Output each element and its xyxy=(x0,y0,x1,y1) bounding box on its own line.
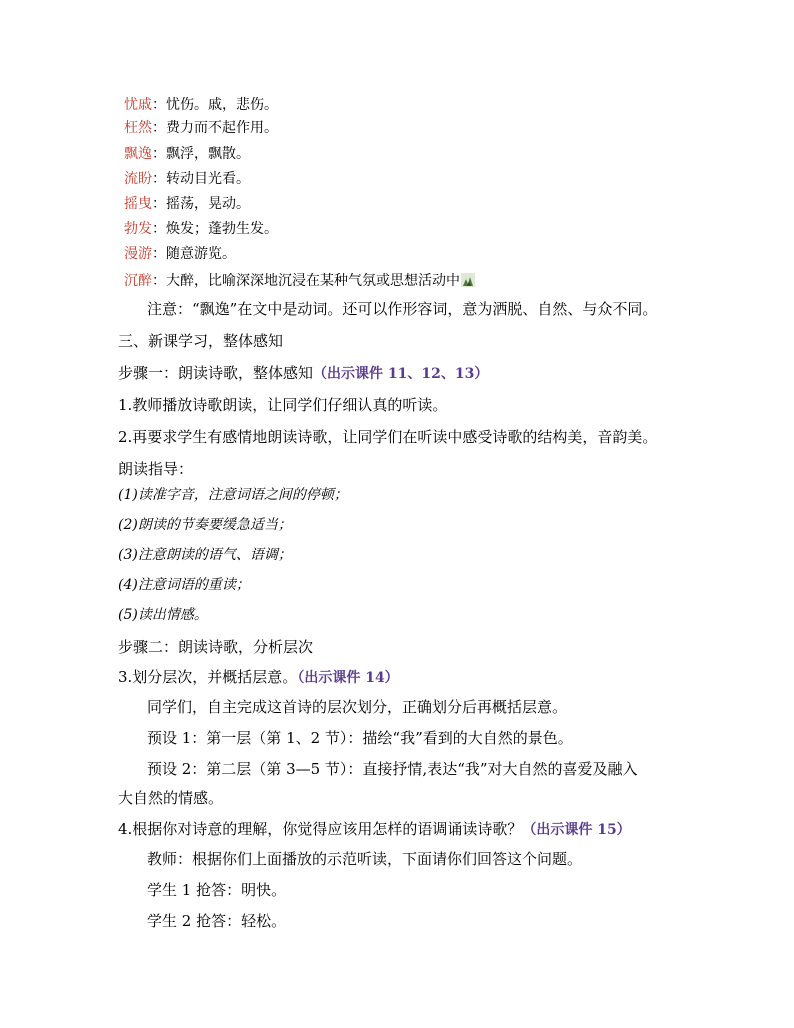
vocab-separator: ： xyxy=(152,146,166,162)
guide-item: (1)读准字音，注意词语之间的停顿； xyxy=(118,487,348,503)
item-4-text: 4.根据你对诗意的理解，你觉得应该用怎样的语调诵读诗歌？ xyxy=(118,820,523,838)
vocab-separator: ： xyxy=(152,171,166,187)
vocab-term: 流盼 xyxy=(124,171,152,187)
guide-item: (4)注意词语的重读； xyxy=(118,577,250,593)
step-2-heading: 步骤二：朗读诗歌，分析层次 xyxy=(118,638,314,656)
vocab-term: 忧戚 xyxy=(124,97,152,113)
vocab-definition: 随意游览。 xyxy=(166,246,236,262)
vocab-separator: ： xyxy=(152,120,166,136)
vocab-definition: 焕发；蓬勃生发。 xyxy=(166,221,278,237)
courseware-reference: （出示课件 11、12、13） xyxy=(313,366,489,382)
vocab-item xyxy=(124,117,278,139)
vocab-term: 飘逸 xyxy=(124,146,152,162)
vocab-item xyxy=(124,243,236,265)
student-answer: 学生 1 抢答：明快。 xyxy=(147,881,287,899)
list-item: 1.教师播放诗歌朗读，让同学们仔细认真的听读。 xyxy=(118,396,448,414)
vocab-item xyxy=(124,193,250,215)
vocab-term: 漫游 xyxy=(124,246,152,262)
vocab-separator: ： xyxy=(152,273,166,289)
vocab-term: 勃发 xyxy=(124,221,152,237)
list-item: 2.再要求学生有感情地朗读诗歌，让同学们在听读中感受诗歌的结构美，音韵美。 xyxy=(118,428,658,446)
vocab-term: 沉醉 xyxy=(124,273,152,289)
vocab-definition: 忧伤。戚，悲伤。 xyxy=(166,97,278,113)
guide-item: (5)读出情感。 xyxy=(118,607,208,623)
student-answer: 学生 2 抢答：轻松。 xyxy=(147,912,287,930)
vocab-note: 注意：“飘逸”在文中是动词。还可以作形容词，意为洒脱、自然、与众不同。 xyxy=(147,300,658,318)
step-1-heading xyxy=(118,362,488,385)
vocab-definition: 转动目光看。 xyxy=(166,171,250,187)
preset-answer: 预设 2：第二层（第 3—5 节）：直接抒情,表达“我”对大自然的喜爱及融入 xyxy=(147,760,638,778)
vocab-definition: 飘浮，飘散。 xyxy=(166,146,250,162)
vocab-item xyxy=(124,270,475,292)
section-heading: 三、新课学习，整体感知 xyxy=(118,332,284,350)
vocab-definition: 大醉，比喻深深地沉浸在某种气氛或思想活动中 xyxy=(166,273,460,289)
vocab-separator: ： xyxy=(152,246,166,262)
reading-guide-heading: 朗读指导： xyxy=(118,460,194,478)
preset-answer-continued: 大自然的情感。 xyxy=(118,789,224,807)
vocab-definition: 费力而不起作用。 xyxy=(166,120,278,136)
vocab-item xyxy=(124,168,250,190)
vocab-item xyxy=(124,143,250,165)
vocab-separator: ： xyxy=(152,97,166,113)
list-item xyxy=(118,666,399,689)
teacher-line: 教师：根据你们上面播放的示范听读，下面请你们回答这个问题。 xyxy=(147,850,583,868)
preset-answer: 预设 1：第一层（第 1、2 节）：描绘“我”看到的大自然的景色。 xyxy=(147,729,573,747)
courseware-reference: （出示课件 14） xyxy=(297,670,399,686)
instruction-text: 同学们，自主完成这首诗的层次划分，正确划分后再概括层意。 xyxy=(147,698,568,716)
vocab-item xyxy=(124,218,278,240)
vocab-term: 枉然 xyxy=(124,120,152,136)
vocab-separator: ： xyxy=(152,196,166,212)
guide-item: (3)注意朗读的语气、语调； xyxy=(118,547,292,563)
vocab-term: 摇曳 xyxy=(124,196,152,212)
item-3-text: 3.划分层次，并概括层意。 xyxy=(118,668,298,686)
vocab-separator: ： xyxy=(152,221,166,237)
list-item xyxy=(118,818,631,841)
step-1-label: 步骤一：朗读诗歌，整体感知 xyxy=(118,364,314,382)
guide-item: (2)朗读的节奏要缓急适当； xyxy=(118,517,292,533)
courseware-reference: （出示课件 15） xyxy=(522,822,631,838)
plant-icon xyxy=(461,272,475,286)
vocab-item xyxy=(124,94,278,116)
vocab-definition: 摇荡，晃动。 xyxy=(166,196,250,212)
